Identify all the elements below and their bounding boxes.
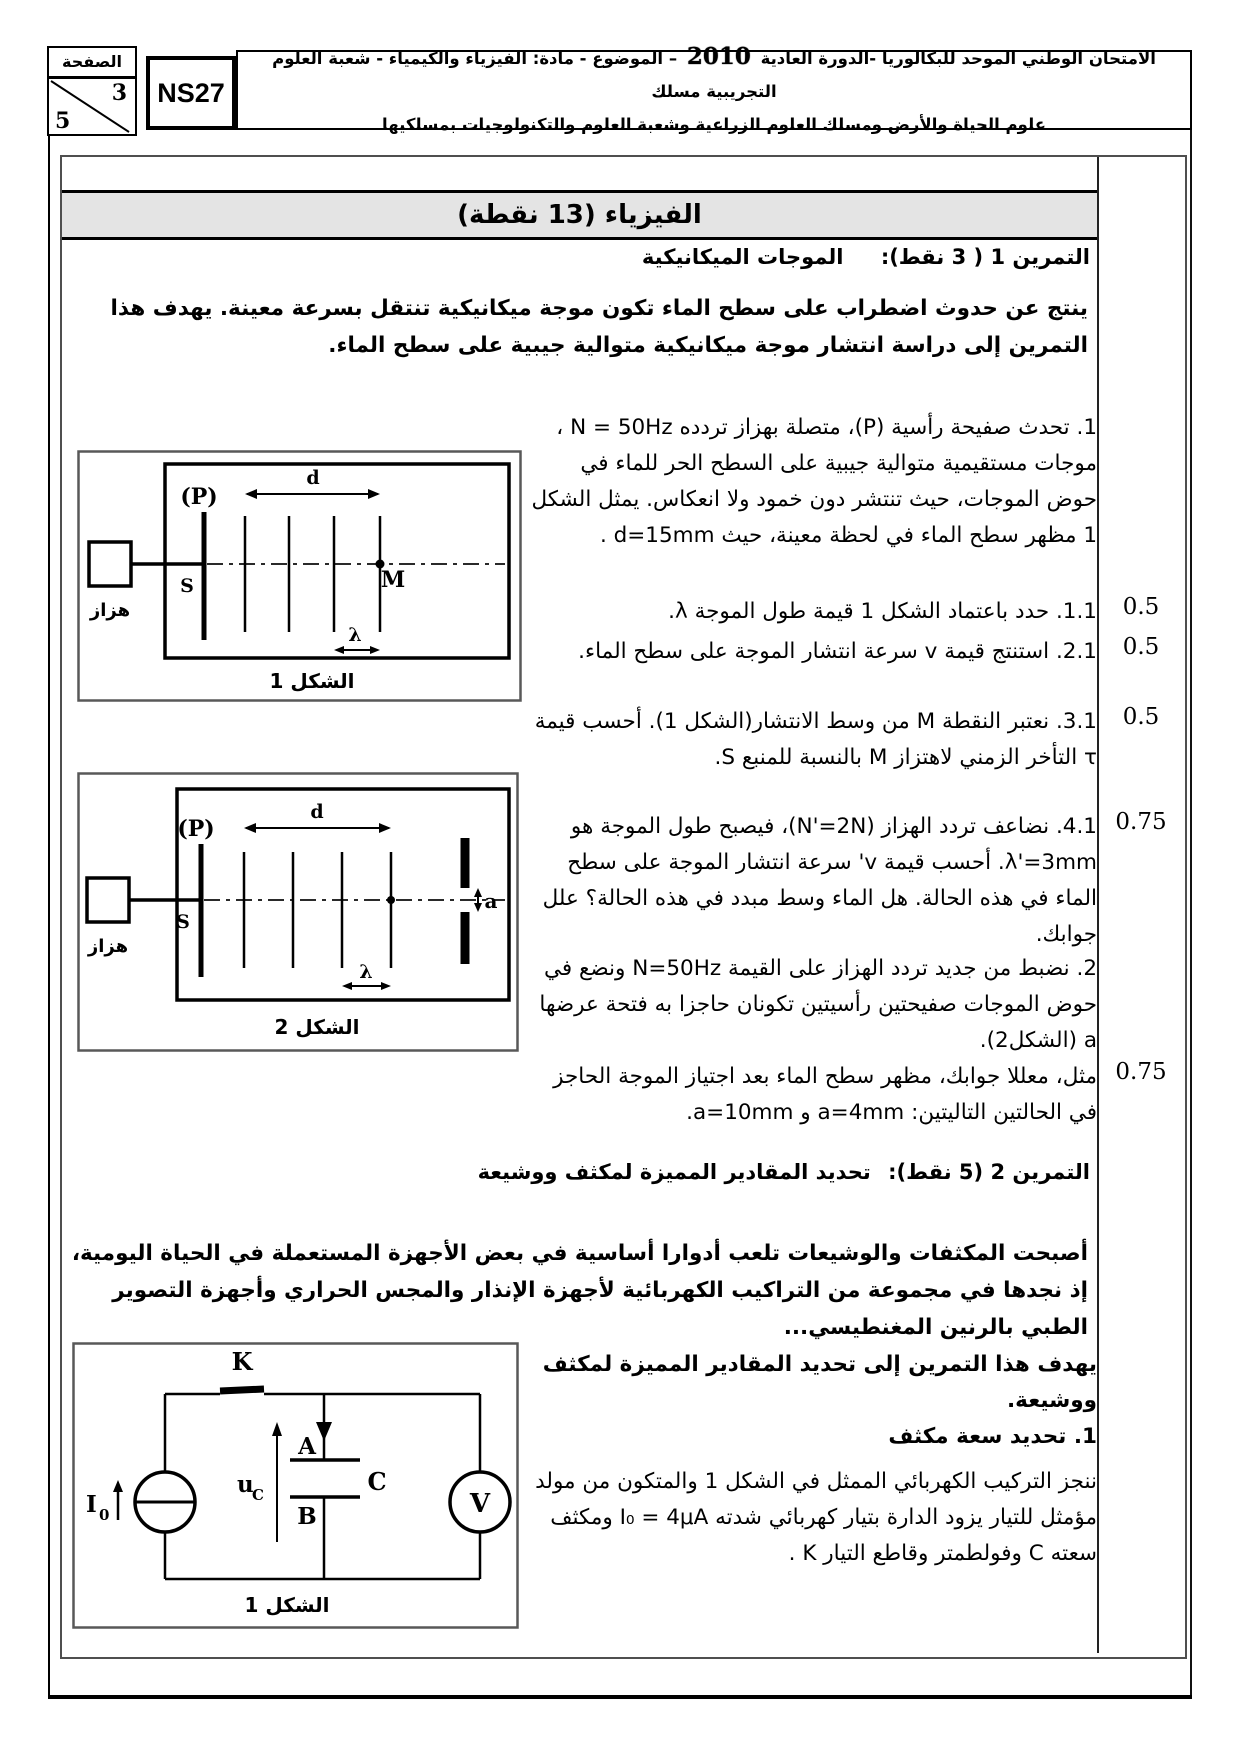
- wavelength-arrow: [334, 624, 380, 654]
- capacitor: [290, 1460, 360, 1497]
- voltmeter-V-label: V: [469, 1489, 491, 1519]
- switch-K-label: K: [231, 1347, 253, 1376]
- exercise1-topic: الموجات الميكانيكية: [641, 245, 844, 269]
- aperture-a-label: a: [484, 889, 498, 913]
- figure1-caption: الشكل 1: [269, 669, 355, 693]
- part1-text: ننجز التركيب الكهربائي الممثل في الشكل 1 والمتكون من مولد مؤمثل للتيار يزود الدارة بتيار كهربائي شدته I₀ = 4μA ومكثف سعته C وفولطمتر وقاطع التيار K .: [535, 1469, 1097, 1566]
- question-2: 2. نضبط من جديد تردد الهزاز على القيمة N=50Hz ونضع في حوض الموجات صفيحتين رأسيتين تكونان حاجزا به فتحة عرضها a (الشكل2).: [539, 956, 1097, 1053]
- exercise2-intro: أصبحت المكثفات والوشيعات تلعب أدوارا أساسية في بعض الأجهزة المستعملة في الحياة اليومية، إذ نجدها في مجموعة من التراكيب الكهربائية لأجهزة الإنذار والمجس الحراري وأجهزة التصوير الطبي بالرنين المغنطيسي...: [71, 1241, 1088, 1340]
- mark-4: 0.75: [1115, 809, 1167, 835]
- aperture-a-arrow: [474, 888, 498, 913]
- physics-banner: الفيزياء (13 نقطة): [62, 190, 1097, 240]
- mark-3: 0.5: [1122, 704, 1160, 730]
- source-S-label: S: [180, 575, 194, 597]
- exam-title-box: [236, 42, 1192, 134]
- page-label: الصفحة: [49, 48, 135, 79]
- part1-title: 1. تحديد سعة مكثف: [888, 1424, 1097, 1449]
- question-1: 1. تحدث صفيحة رأسية (P)، متصلة بهزاز تردده N = 50Hz ، موجات مستقيمية متوالية جيبية على السطح الحر للماء في حوض الموجات، حيث تنتشر دون خمود ولا انعكاس. يمثل الشكل 1 مظهر سطح الماء في لحظة معينة، حيث d=15mm .: [531, 415, 1097, 548]
- bottom-page-rule: [48, 1695, 1192, 1699]
- figure1-outer-border: [79, 452, 521, 701]
- plate-P-label: (P): [180, 484, 218, 510]
- page-fraction: [49, 79, 135, 134]
- current-direction-arrow: [316, 1422, 332, 1441]
- capacitance-C-label: C: [367, 1467, 387, 1496]
- exercise1-heading: التمرين 1 ( 3 نقط):: [880, 245, 1090, 269]
- mark-5: 0.75: [1115, 1059, 1167, 1085]
- distance-d-label: d: [310, 801, 324, 823]
- svg-text:0: 0: [99, 1506, 110, 1524]
- wavefront-lines: [244, 852, 391, 968]
- svg-text:C: C: [252, 1486, 264, 1504]
- question-2-1: 2.1. استنتج قيمة v سرعة انتشار الموجة على سطح الماء.: [578, 639, 1097, 664]
- question-1-1: 1.1. حدد باعتماد الشكل 1 قيمة طول الموجة λ.: [668, 599, 1097, 624]
- distance-d-label: d: [306, 467, 320, 489]
- figure2-caption: الشكل 2: [274, 1015, 360, 1039]
- wavelength-arrow: [342, 961, 391, 990]
- point-M-label: M: [380, 567, 406, 593]
- voltmeter: [450, 1472, 510, 1532]
- svg-text:I: I: [86, 1491, 97, 1518]
- figure2-wave-diagram: [77, 772, 519, 1052]
- vibrator-box: [87, 878, 129, 922]
- page-number-box: [47, 46, 137, 136]
- exam-title-line2: علوم الحياة والأرض ومسلك العلوم الزراعية وشعبة العلوم والتكنولوجيات بمسلكيها: [382, 114, 1046, 134]
- distance-d-arrow: [245, 467, 380, 499]
- vibrator-box: [89, 542, 131, 586]
- wavefront-lines: [245, 516, 380, 632]
- content-frame: [60, 155, 1187, 1659]
- figure1-wave-diagram: [77, 450, 522, 702]
- plate-B-label: B: [297, 1503, 317, 1530]
- exercise2-title: [62, 1160, 1094, 1184]
- right-page-rule: [1190, 126, 1192, 1696]
- svg-text:u: u: [237, 1471, 254, 1498]
- exercise1-title: [62, 245, 1094, 269]
- wavelength-label: λ: [359, 961, 373, 983]
- distance-d-arrow: [244, 801, 391, 833]
- circuit-caption: الشكل 1: [244, 1593, 330, 1617]
- current-I0-label: [86, 1480, 123, 1524]
- title-post-year: – الموضوع - مادة: الفيزياء والكيمياء - شعبة العلوم التجريبية مسلك: [272, 48, 777, 101]
- axis-point-dot: [387, 896, 395, 904]
- exercise2-goal: يهدف هذا التمرين إلى تحديد المقادير المميزة لمكثف ووشيعة.: [542, 1352, 1097, 1413]
- plate-A-label: A: [298, 1433, 316, 1460]
- question-3-1: 3.1. نعتبر النقطة M من وسط الانتشار(الشكل 1). أحسب قيمة τ التأخر الزمني لاهتزاز M بالنسبة للمنبع S.: [534, 709, 1097, 770]
- exercise1-intro: ينتج عن حدوث اضطراب على سطح الماء تكون موجة ميكانيكية تنتقل بسرعة معينة. يهدف هذا التمرين إلى دراسة انتشار موجة ميكانيكية متوالية جيبية على سطح الماء.: [110, 296, 1088, 358]
- exercise2-topic: تحديد المقادير المميزة لمكثف ووشيعة: [477, 1160, 871, 1184]
- switch-K: [220, 1389, 264, 1391]
- source-S-label: S: [176, 911, 190, 933]
- mark-1: 0.5: [1122, 594, 1160, 620]
- title-pre-year: الامتحان الوطني الموحد للبكالوريا -الدورة العادية: [760, 48, 1156, 68]
- page-current: 3: [111, 80, 127, 106]
- mark-2: 0.5: [1122, 634, 1160, 660]
- circuit-diagram: [72, 1342, 519, 1629]
- page-total: 5: [55, 108, 71, 134]
- marks-column-divider: [1097, 157, 1099, 1653]
- left-page-rule: [48, 46, 50, 1698]
- circuit-wires: [165, 1394, 480, 1579]
- figure2-outer-border: [79, 774, 518, 1051]
- exercise2-heading: التمرين 2 (5 نقط):: [888, 1160, 1090, 1184]
- exam-title-line1: [238, 40, 1190, 108]
- question-4-1: 4.1. نضاعف تردد الهزاز (N'=2N)، فيصبح طول الموجة هو λ'=3mm. أحسب قيمة v' سرعة انتشار الموجة على سطح الماء في هذه الحالة. هل الماء وسط مبدد في هذه الحالة؟ علل جوابك.: [542, 814, 1097, 947]
- question-2b: مثل، معللا جوابك، مظهر سطح الماء بعد اجتياز الموجة الحاجز في الحالتين التاليتين: a=4mm و a=10mm.: [553, 1064, 1097, 1125]
- vibrator-label: هزاز: [89, 600, 131, 621]
- wavelength-label: λ: [348, 624, 362, 646]
- exam-code-box: NS27: [146, 56, 236, 130]
- vibrator-label: هزاز: [87, 936, 129, 957]
- plate-P-label: (P): [177, 816, 215, 842]
- title-year: 2010: [686, 42, 751, 70]
- current-source: [135, 1472, 195, 1532]
- voltage-uC-arrow: [237, 1422, 282, 1542]
